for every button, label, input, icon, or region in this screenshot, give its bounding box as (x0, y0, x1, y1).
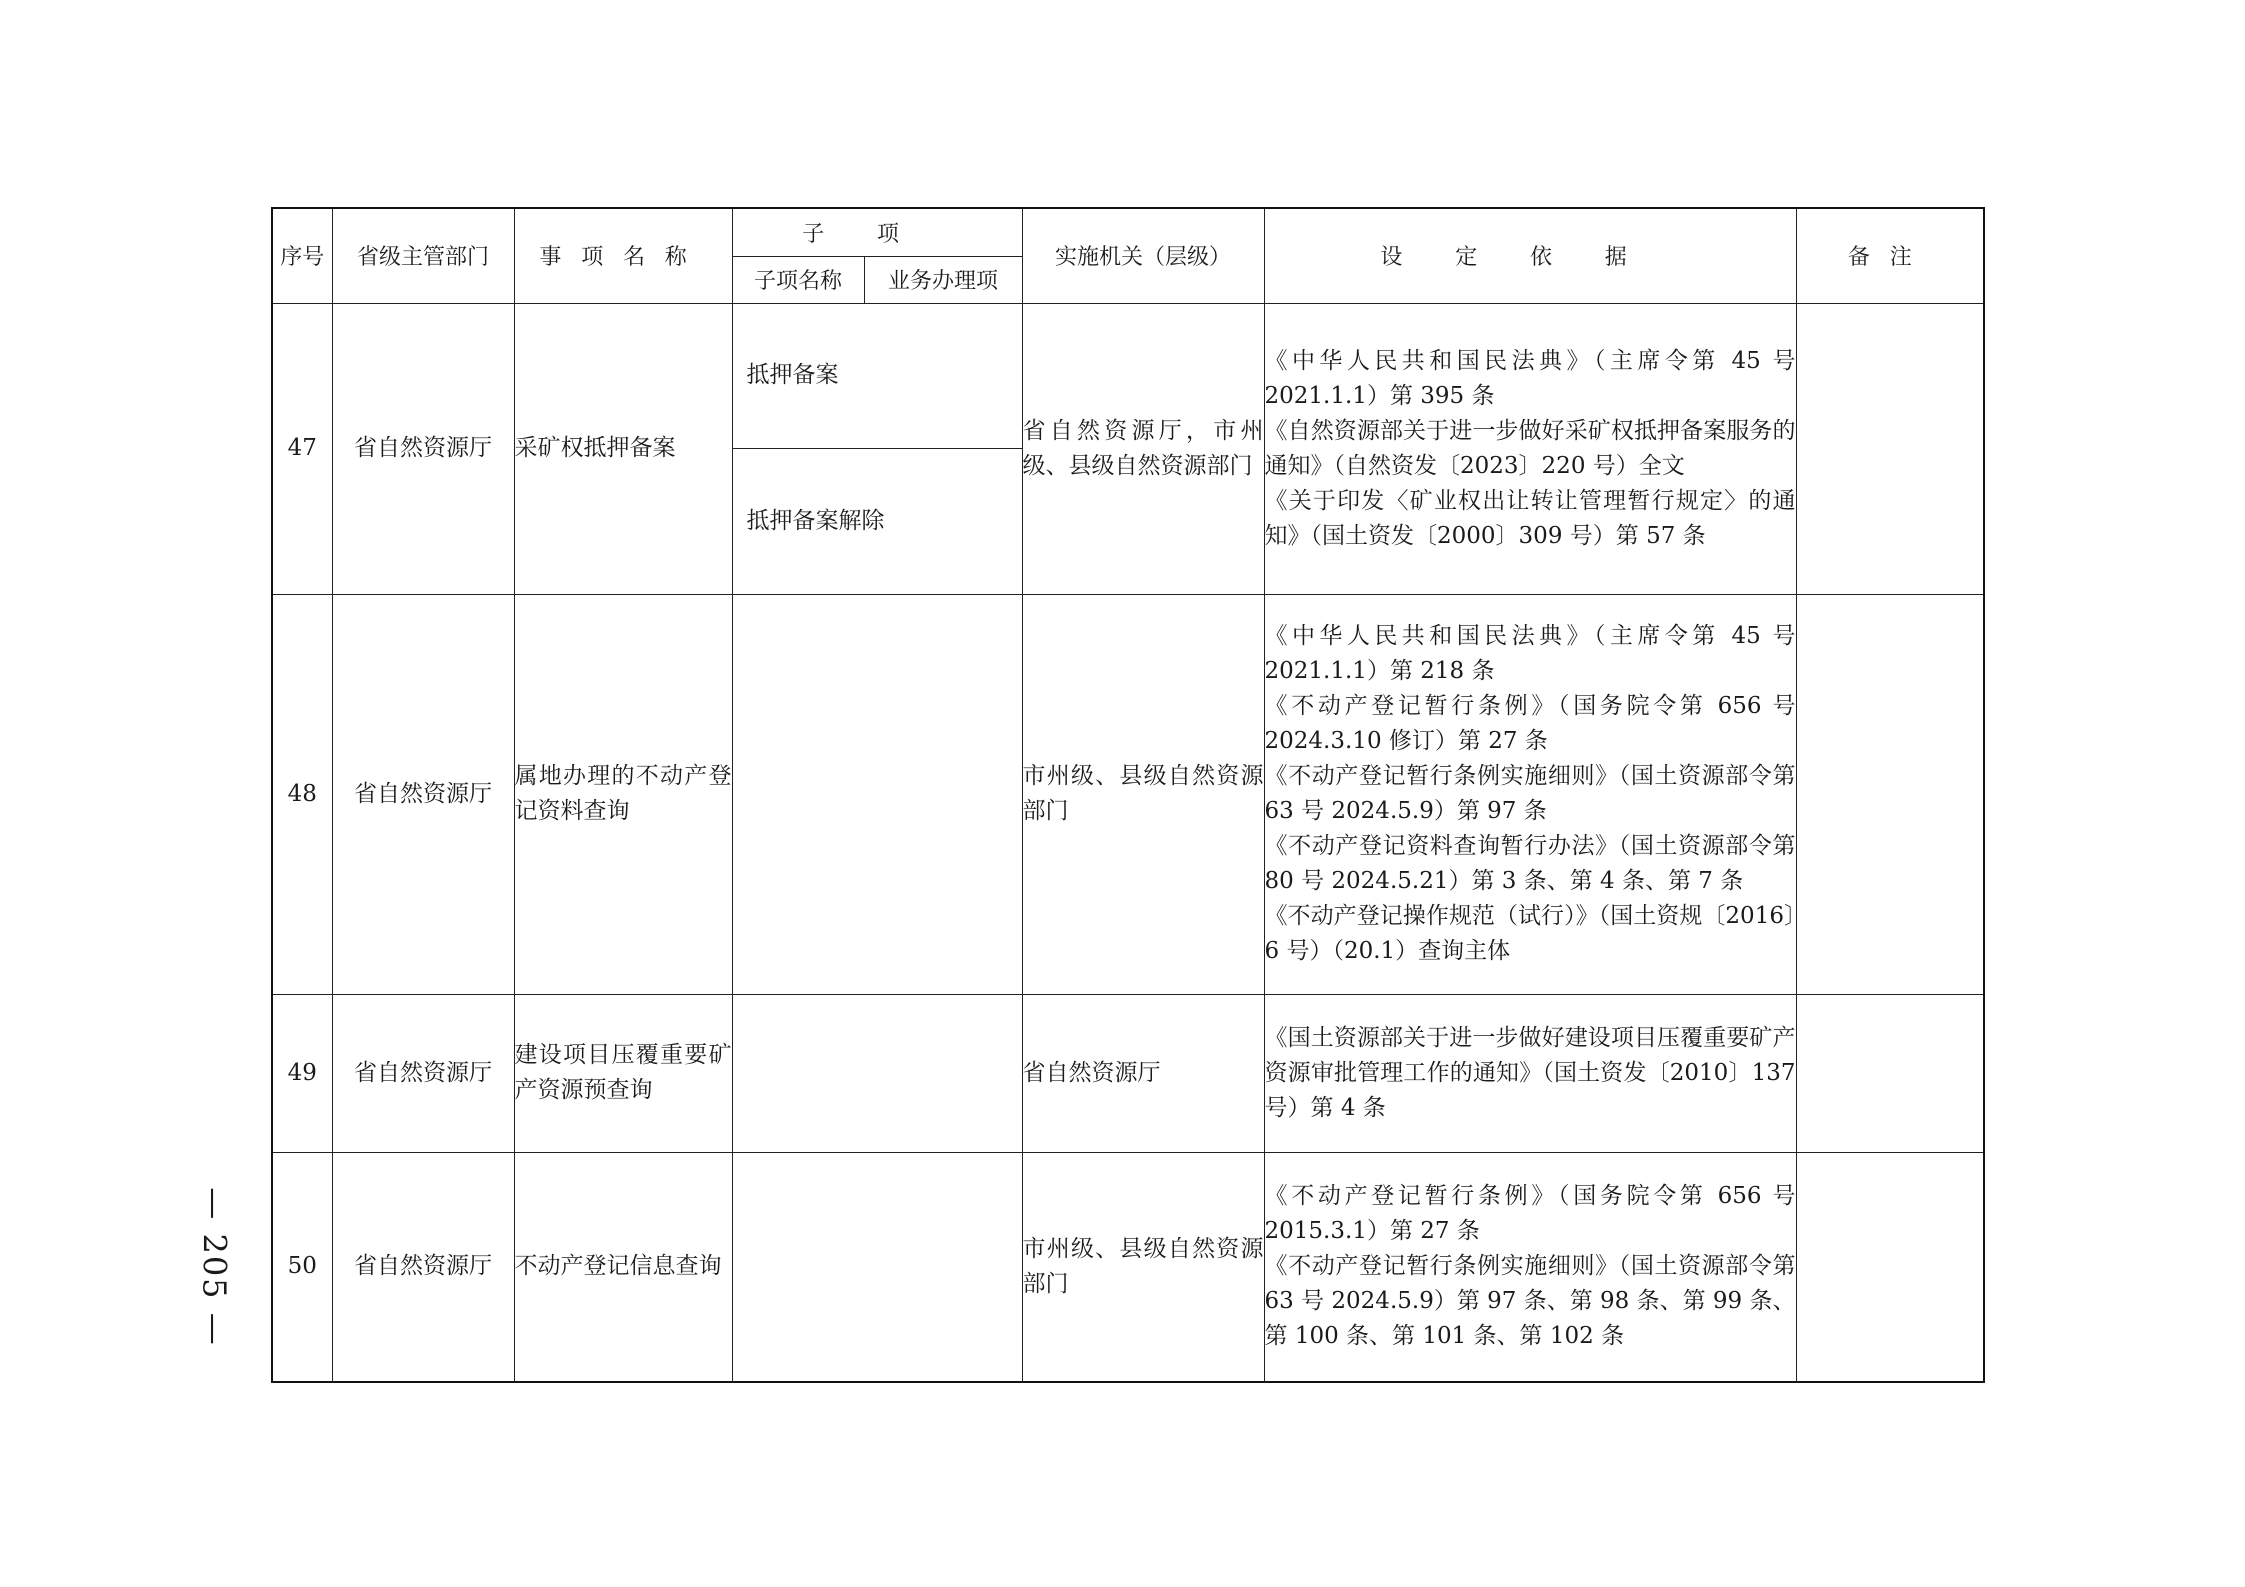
row-item-name: 采矿权抵押备案 (514, 303, 732, 594)
row-basis (1264, 303, 1796, 594)
row-dept: 省自然资源厅 (332, 594, 514, 994)
row-dept: 省自然资源厅 (332, 1152, 514, 1382)
page-number (175, 1172, 255, 1362)
header-basis: 设定依据 (1264, 208, 1796, 303)
row-basis (1264, 994, 1796, 1152)
header-item-name: 事项名称 (514, 208, 732, 303)
row-remark (1796, 1152, 1984, 1382)
row-agency: 市州级、县级自然资源部门 (1022, 1152, 1264, 1382)
basis-line: 《关于印发〈矿业权出让转让管理暂行规定〉的通知》（国土资发〔2000〕309 号）第 57 条 (1264, 487, 1796, 549)
header-agency: 实施机关（层级） (1022, 208, 1264, 303)
header-dept: 省级主管部门 (332, 208, 514, 303)
basis-line: 《不动产登记操作规范（试行）》（国土资规〔2016〕6 号）（20.1）查询主体 (1264, 903, 1796, 964)
row-item-name: 建设项目压覆重要矿产资源预查询 (514, 994, 732, 1152)
row-sub-items (732, 594, 1022, 994)
row-remark (1796, 303, 1984, 594)
table-row (272, 1152, 1984, 1382)
table-row (272, 994, 1984, 1152)
row-item-name: 属地办理的不动产登记资料查询 (514, 594, 732, 994)
row-agency: 市州级、县级自然资源部门 (1022, 594, 1264, 994)
basis-line: 《不动产登记暂行条例》（国务院令第 656 号 2024.3.10 修订）第 27 条 (1264, 693, 1796, 754)
basis-line: 《不动产登记资料查询暂行办法》（国土资源部令第 80 号 2024.5.21）第 3 条、第 4 条、第 7 条 (1264, 833, 1796, 894)
row-sub-items (732, 303, 1022, 594)
basis-line: 《自然资源部关于进一步做好采矿权抵押备案服务的通知》（自然资发〔2023〕220 号）全文 (1264, 417, 1796, 479)
basis-line: 《不动产登记暂行条例实施细则》（国土资源部令第 63 号 2024.5.9）第 97 条、第 98 条、第 99 条、第 100 条、第 101 条、第 102 条 (1264, 1253, 1796, 1350)
matters-table (271, 207, 1985, 1383)
row-sub-items (732, 1152, 1022, 1382)
header-sub: 子项 (732, 208, 1022, 256)
row-seq: 48 (272, 594, 332, 994)
basis-line: 《不动产登记暂行条例实施细则》（国土资源部令第 63 号 2024.5.9）第 97 条 (1264, 763, 1796, 824)
row-seq: 49 (272, 994, 332, 1152)
basis-line: 《不动产登记暂行条例》（国务院令第 656 号 2015.3.1）第 27 条 (1264, 1183, 1796, 1245)
sub-item: 抵押备案解除 (733, 448, 1022, 594)
row-agency: 省自然资源厅，市州级、县级自然资源部门 (1022, 303, 1264, 594)
header-seq: 序号 (272, 208, 332, 303)
row-dept: 省自然资源厅 (332, 994, 514, 1152)
table-row (272, 594, 1984, 994)
header-sub-name: 子项名称 (732, 256, 864, 303)
basis-line: 《中华人民共和国民法典》（主席令第 45 号 2021.1.1）第 218 条 (1264, 623, 1796, 684)
row-seq: 47 (272, 303, 332, 594)
row-basis (1264, 594, 1796, 994)
basis-line: 《国土资源部关于进一步做好建设项目压覆重要矿产资源审批管理工作的通知》（国土资发〔2010〕137 号）第 4 条 (1264, 1024, 1796, 1121)
row-agency: 省自然资源厅 (1022, 994, 1264, 1152)
sub-item: 抵押备案 (746, 362, 839, 389)
table-row (272, 303, 1984, 594)
row-sub-items (732, 994, 1022, 1152)
row-basis (1264, 1152, 1796, 1382)
row-remark (1796, 594, 1984, 994)
row-dept: 省自然资源厅 (332, 303, 514, 594)
page-number-text: — 205 — (196, 1187, 235, 1347)
row-remark (1796, 994, 1984, 1152)
header-remark: 备注 (1796, 208, 1984, 303)
basis-line: 《中华人民共和国民法典》（主席令第 45 号 2021.1.1）第 395 条 (1264, 347, 1796, 409)
row-item-name: 不动产登记信息查询 (514, 1152, 732, 1382)
row-seq: 50 (272, 1152, 332, 1382)
header-sub-business: 业务办理项 (864, 256, 1022, 303)
